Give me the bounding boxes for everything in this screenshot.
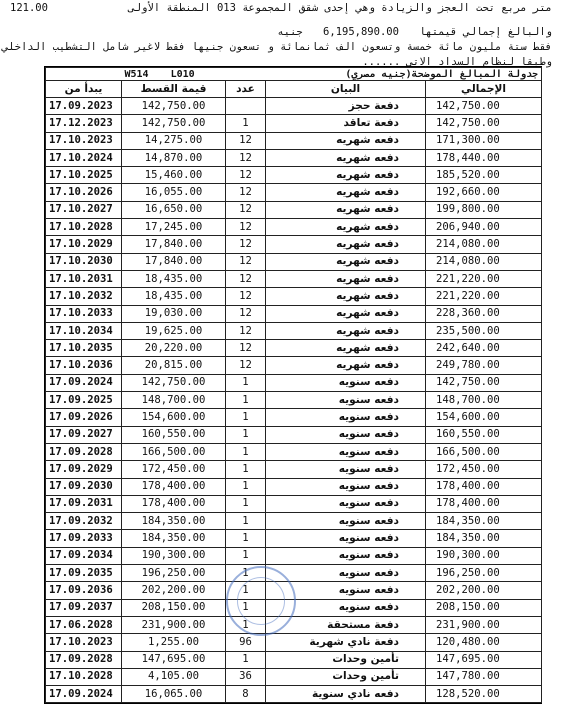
count-cell: 12 [226,253,266,270]
installment-cell: 4,105.00 [122,668,226,685]
total-cell: 142,750.00 [426,115,542,132]
table-row [46,668,542,685]
date-cell: 17.10.2028 [46,219,122,236]
total-cell: 185,520.00 [426,167,542,184]
date-cell: 17.09.2033 [46,530,122,547]
count-cell: 12 [226,149,266,166]
description-cell: دفعه شهريه [266,288,426,305]
description-cell: دفعه شهريه [266,305,426,322]
count-cell: 12 [226,340,266,357]
count-cell: 1 [226,582,266,599]
table-row [46,513,542,530]
installment-cell: 142,750.00 [122,374,226,391]
total-cell: 196,250.00 [426,565,542,582]
count-cell: 1 [226,392,266,409]
installment-cell: 20,815.00 [122,357,226,374]
count-cell: 1 [226,651,266,668]
count-cell: 12 [226,305,266,322]
table-row [46,236,542,253]
section-title: جدولة المبالغ الموضحة(جنيه مصري) [226,68,542,81]
date-cell: 17.10.2026 [46,184,122,201]
total-cell: 242,640.00 [426,340,542,357]
count-cell: 12 [226,167,266,184]
count-cell: 12 [226,357,266,374]
description-cell: دفعه سنويه [266,409,426,426]
total-cell: 214,080.00 [426,236,542,253]
installment-cell: 231,900.00 [122,616,226,633]
table-row [46,565,542,582]
date-cell: 17.09.2032 [46,513,122,530]
date-cell: 17.10.2027 [46,201,122,218]
col-count: عدد [226,81,266,98]
count-cell: 12 [226,184,266,201]
date-cell: 17.10.2023 [46,634,122,651]
date-cell: 17.09.2027 [46,426,122,443]
date-cell: 17.10.2034 [46,322,122,339]
installment-cell: 14,870.00 [122,149,226,166]
date-cell: 17.09.2023 [46,98,122,115]
code-row [46,68,542,81]
total-cell: 178,400.00 [426,495,542,512]
total-cell: 147,695.00 [426,651,542,668]
total-cell: 249,780.00 [426,357,542,374]
count-cell: 36 [226,668,266,685]
total-cell: 147,780.00 [426,668,542,685]
total-cell: 148,700.00 [426,392,542,409]
count-cell: 12 [226,201,266,218]
count-cell: 96 [226,634,266,651]
installment-cell: 148,700.00 [122,392,226,409]
total-cell: 202,200.00 [426,582,542,599]
description-cell: دفعه شهريه [266,322,426,339]
table-row [46,374,542,391]
description-cell: دفعه نادي سنوية [266,686,426,703]
table-row [46,149,542,166]
description-cell: دفعة حجز [266,98,426,115]
table-row [46,132,542,149]
table-row [46,443,542,460]
installment-cell: 142,750.00 [122,98,226,115]
installment-cell: 160,550.00 [122,426,226,443]
date-cell: 17.09.2037 [46,599,122,616]
table-row [46,357,542,374]
date-cell: 17.09.2025 [46,392,122,409]
description-cell: تأمين وحدات [266,668,426,685]
installment-cell: 16,650.00 [122,201,226,218]
description-cell: دفعه شهريه [266,253,426,270]
installment-cell: 184,350.00 [122,530,226,547]
description-cell: دفعه سنويه [266,582,426,599]
count-cell: 12 [226,219,266,236]
area-value: 121.00 [10,2,48,14]
date-cell: 17.10.2030 [46,253,122,270]
installment-cell: 17,840.00 [122,253,226,270]
count-cell: 12 [226,236,266,253]
table-row [46,305,542,322]
description-cell: دفعه شهريه [266,236,426,253]
description-cell: دفعه سنويه [266,392,426,409]
count-cell: 12 [226,132,266,149]
count-cell: 1 [226,599,266,616]
count-cell: 1 [226,478,266,495]
total-cell: 206,940.00 [426,219,542,236]
table-row [46,253,542,270]
description-cell: دفعه سنويه [266,530,426,547]
zone-label: المنطقة الأولى [128,2,211,14]
installment-cell: 154,600.00 [122,409,226,426]
total-cell: 142,750.00 [426,374,542,391]
date-cell: 17.09.2030 [46,478,122,495]
description-cell: دفعة مستحقة [266,616,426,633]
description-cell: دفعه شهريه [266,132,426,149]
description-cell: دفعه سنويه [266,599,426,616]
description-cell: دفعة نادي شهرية [266,634,426,651]
description-cell: دفعه سنويه [266,513,426,530]
description-cell: تأمين وحدات [266,651,426,668]
installment-cell: 17,840.00 [122,236,226,253]
table-row [46,409,542,426]
total-cell: 171,300.00 [426,132,542,149]
installment-cell: 16,055.00 [122,184,226,201]
count-cell: 1 [226,426,266,443]
column-headers [46,81,542,98]
total-cell: 120,480.00 [426,634,542,651]
date-cell: 17.09.2028 [46,443,122,460]
installment-cell: 142,750.00 [122,115,226,132]
table-row [46,115,542,132]
installment-cell: 190,300.00 [122,547,226,564]
table-row [46,340,542,357]
total-cell: 184,350.00 [426,530,542,547]
total-cell: 178,440.00 [426,149,542,166]
total-cell: 154,600.00 [426,409,542,426]
table-row [46,461,542,478]
table-row [46,495,542,512]
date-cell: 17.09.2034 [46,547,122,564]
description-cell: دفعة تعاقد [266,115,426,132]
count-cell: 12 [226,270,266,287]
table-row [46,219,542,236]
table-row [46,478,542,495]
description-cell: دفعه سنويه [266,547,426,564]
table-row [46,270,542,287]
table-row [46,582,542,599]
area-line [10,2,552,14]
date-cell: 17.10.2032 [46,288,122,305]
installment-cell: 20,220.00 [122,340,226,357]
description-cell: دفعه شهريه [266,357,426,374]
table-row [46,184,542,201]
date-cell: 17.10.2024 [46,149,122,166]
date-cell: 17.10.2031 [46,270,122,287]
description-cell: دفعه سنويه [266,478,426,495]
description-cell: دفعه شهريه [266,201,426,218]
total-line [10,26,552,38]
description-cell: دفعه سنويه [266,443,426,460]
total-price: 6,195,890.00 [323,26,399,38]
area-label: متر مربع تحت العجز والزيادة وهي إحدى شقق المجموعة [242,2,552,14]
installment-cell: 18,435.00 [122,270,226,287]
total-cell: 235,500.00 [426,322,542,339]
description-cell: دفعه سنويه [266,374,426,391]
table-row [46,547,542,564]
description-cell: دفعه شهريه [266,340,426,357]
installment-cell: 172,450.00 [122,461,226,478]
total-cell: 190,300.00 [426,547,542,564]
date-cell: 17.12.2023 [46,115,122,132]
count-cell [226,98,266,115]
description-cell: دفعه سنويه [266,461,426,478]
col-installment: قيمة القسط [122,81,226,98]
installment-cell: 1,255.00 [122,634,226,651]
count-cell: 1 [226,513,266,530]
count-cell: 1 [226,495,266,512]
description-cell: دفعه سنويه [266,495,426,512]
total-cell: 160,550.00 [426,426,542,443]
installment-cell: 184,350.00 [122,513,226,530]
total-cell: 178,400.00 [426,478,542,495]
description-cell: دفعه شهريه [266,219,426,236]
installment-cell: 178,400.00 [122,495,226,512]
total-cell: 142,750.00 [426,98,542,115]
date-cell: 17.09.2024 [46,374,122,391]
table-row [46,98,542,115]
group-code: 013 [216,2,236,14]
table-row [46,322,542,339]
date-cell: 17.09.2031 [46,495,122,512]
date-cell: 17.09.2026 [46,409,122,426]
table-row [46,426,542,443]
installment-cell: 15,460.00 [122,167,226,184]
total-cell: 221,220.00 [426,270,542,287]
count-cell: 1 [226,530,266,547]
installment-cell: 208,150.00 [122,599,226,616]
total-cell: 221,220.00 [426,288,542,305]
installment-cell: 18,435.00 [122,288,226,305]
total-cell: 214,080.00 [426,253,542,270]
installment-cell: 19,030.00 [122,305,226,322]
total-cell: 128,520.00 [426,686,542,703]
table-row [46,201,542,218]
unit-code-left: W514 L010 [122,68,226,81]
total-cell: 228,360.00 [426,305,542,322]
table-row [46,634,542,651]
date-cell: 17.10.2035 [46,340,122,357]
col-total: الإجمالي [426,81,542,98]
installment-cell: 147,695.00 [122,651,226,668]
table-row [46,288,542,305]
total-cell: 199,800.00 [426,201,542,218]
description-cell: دفعه شهريه [266,270,426,287]
date-cell: 17.09.2024 [46,686,122,703]
description-cell: دفعه شهريه [266,167,426,184]
table-row [46,392,542,409]
table-row [46,599,542,616]
count-cell: 1 [226,115,266,132]
count-cell: 1 [226,443,266,460]
count-cell: 1 [226,616,266,633]
count-cell: 1 [226,565,266,582]
description-cell: دفعه شهريه [266,184,426,201]
installment-cell: 16,065.00 [122,686,226,703]
count-cell: 12 [226,322,266,339]
table-row [46,651,542,668]
description-cell: دفعه سنويه [266,565,426,582]
date-cell: 17.10.2036 [46,357,122,374]
total-cell: 172,450.00 [426,461,542,478]
payment-schedule-table [44,66,542,704]
total-label: والبالغ إجمالي قيمتها [419,26,552,38]
installment-cell: 202,200.00 [122,582,226,599]
table-row [46,686,542,703]
system-note: وطبقا لنظام السداد الاتي ...... [362,56,552,68]
count-cell: 12 [226,288,266,305]
total-cell: 231,900.00 [426,616,542,633]
amount-words: فقط ستة مليون مائة خمسة وتسعون الف ثمانمائة و تسعون جنيها فقط لاغير شامل التشطيب الداخلي [2,41,552,53]
col-description: البيان [266,81,426,98]
date-cell: 17.09.2028 [46,651,122,668]
description-cell: دفعه شهريه [266,149,426,166]
count-cell: 1 [226,409,266,426]
description-cell: دفعه سنويه [266,426,426,443]
date-cell: 17.06.2028 [46,616,122,633]
date-cell: 17.09.2029 [46,461,122,478]
total-cell: 184,350.00 [426,513,542,530]
installment-cell: 14,275.00 [122,132,226,149]
installment-cell: 19,625.00 [122,322,226,339]
date-cell: 17.09.2036 [46,582,122,599]
total-cell: 166,500.00 [426,443,542,460]
count-cell: 8 [226,686,266,703]
table-row [46,616,542,633]
installment-cell: 17,245.00 [122,219,226,236]
installment-cell: 196,250.00 [122,565,226,582]
total-cell: 208,150.00 [426,599,542,616]
date-cell: 17.10.2023 [46,132,122,149]
date-cell: 17.09.2035 [46,565,122,582]
date-cell: 17.10.2029 [46,236,122,253]
table-row [46,167,542,184]
total-cell: 192,660.00 [426,184,542,201]
col-date: يبدأ من [46,81,122,98]
count-cell: 1 [226,461,266,478]
count-cell: 1 [226,374,266,391]
currency-label: جنيه [277,26,303,38]
installment-cell: 178,400.00 [122,478,226,495]
installment-cell: 166,500.00 [122,443,226,460]
date-cell: 17.10.2028 [46,668,122,685]
table-row [46,530,542,547]
date-cell: 17.10.2025 [46,167,122,184]
count-cell: 1 [226,547,266,564]
date-cell: 17.10.2033 [46,305,122,322]
